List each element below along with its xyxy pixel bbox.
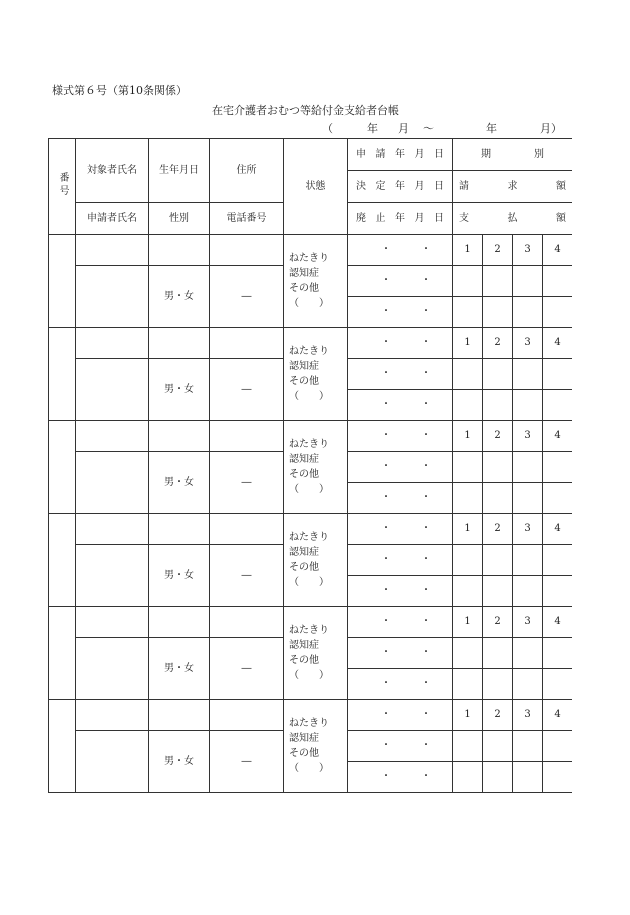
header-char: 月 — [414, 180, 425, 192]
status-other: その他 — [289, 748, 319, 759]
date-separator: ・ — [421, 554, 431, 565]
status-other-detail: （ ） — [289, 670, 329, 681]
claim-amount-3-cell[interactable] — [513, 266, 543, 297]
date-separator: ・ — [381, 492, 391, 503]
claim-amount-1-cell[interactable] — [453, 731, 483, 762]
address-cell[interactable] — [210, 607, 284, 638]
header-char: 別 — [534, 148, 544, 160]
abolish-date-cell[interactable] — [348, 762, 453, 793]
status-dementia: 認知症 — [289, 361, 319, 372]
date-separator: ・ — [421, 275, 431, 286]
payment-amount-3-cell[interactable] — [513, 762, 543, 793]
date-separator: ・ — [381, 368, 391, 379]
status-other-detail: （ ） — [289, 763, 329, 774]
abolish-date-cell[interactable] — [348, 576, 453, 607]
term-2-cell: 2 — [483, 700, 513, 731]
gender-cell[interactable]: 男・女 — [149, 638, 210, 700]
header-char: 請 — [375, 148, 386, 160]
date-separator: ・ — [421, 616, 431, 627]
status-other-detail: （ ） — [289, 577, 329, 588]
phone-cell[interactable]: ― — [210, 545, 284, 607]
phone-cell[interactable]: ― — [210, 266, 284, 328]
payment-amount-4-cell[interactable] — [543, 669, 573, 700]
header-char: 申 — [356, 148, 366, 160]
gender-cell[interactable]: 男・女 — [149, 266, 210, 328]
date-separator: ・ — [421, 399, 431, 410]
date-separator: ・ — [381, 616, 391, 627]
status-other-detail: （ ） — [289, 298, 329, 309]
record-number-cell[interactable] — [49, 328, 76, 421]
gender-cell[interactable]: 男・女 — [149, 545, 210, 607]
period-open: （ — [322, 122, 333, 135]
claim-amount-4-cell[interactable] — [543, 266, 573, 297]
decide-date-cell[interactable] — [348, 359, 453, 390]
address-cell[interactable] — [210, 235, 284, 266]
date-separator: ・ — [421, 368, 431, 379]
status-cell[interactable] — [284, 607, 348, 700]
payment-amount-4-cell[interactable] — [543, 297, 573, 328]
claim-amount-2-cell[interactable] — [483, 359, 513, 390]
target-name-cell[interactable] — [76, 328, 149, 359]
term-1-cell: 1 — [453, 700, 483, 731]
payment-amount-2-cell[interactable] — [483, 390, 513, 421]
term-3-cell: 3 — [513, 235, 543, 266]
claim-amount-3-cell[interactable] — [513, 452, 543, 483]
term-4-cell: 4 — [543, 607, 573, 638]
payment-amount-1-cell[interactable] — [453, 483, 483, 514]
header-char: 日 — [434, 180, 444, 192]
payment-amount-1-cell[interactable] — [453, 669, 483, 700]
header-abolish-date — [348, 203, 453, 235]
header-char: 支 — [459, 212, 469, 224]
status-other: その他 — [289, 562, 319, 573]
header-payment-amount — [453, 203, 573, 235]
abolish-date-cell[interactable] — [348, 390, 453, 421]
abolish-date-cell[interactable] — [348, 483, 453, 514]
payment-amount-2-cell[interactable] — [483, 576, 513, 607]
claim-amount-4-cell[interactable] — [543, 359, 573, 390]
header-char: 請 — [459, 180, 469, 192]
date-separator: ・ — [381, 771, 391, 782]
gender-cell[interactable]: 男・女 — [149, 731, 210, 793]
header-char: 決 — [356, 180, 366, 192]
claim-amount-1-cell[interactable] — [453, 545, 483, 576]
status-cell[interactable] — [284, 328, 348, 421]
header-term — [453, 139, 573, 171]
birth-date-cell[interactable] — [149, 235, 210, 266]
date-separator: ・ — [381, 740, 391, 751]
record-row — [49, 700, 573, 731]
term-4-cell: 4 — [543, 328, 573, 359]
target-name-cell[interactable] — [76, 700, 149, 731]
gender-cell[interactable]: 男・女 — [149, 452, 210, 514]
header-claim-amount — [453, 171, 573, 203]
claim-amount-1-cell[interactable] — [453, 638, 483, 669]
header-char: 年 — [395, 212, 405, 224]
claim-amount-2-cell[interactable] — [483, 545, 513, 576]
claim-amount-1-cell[interactable] — [453, 266, 483, 297]
address-cell[interactable] — [210, 514, 284, 545]
applicant-name-cell[interactable] — [76, 452, 149, 514]
record-number-cell[interactable] — [49, 514, 76, 607]
status-dementia: 認知症 — [289, 547, 319, 558]
address-cell[interactable] — [210, 700, 284, 731]
term-3-cell: 3 — [513, 514, 543, 545]
claim-amount-3-cell[interactable] — [513, 638, 543, 669]
applicant-name-cell[interactable] — [76, 266, 149, 328]
period-year-end: 年 — [486, 122, 497, 135]
decide-date-cell[interactable] — [348, 545, 453, 576]
payment-amount-1-cell[interactable] — [453, 576, 483, 607]
apply-date-cell[interactable] — [348, 328, 453, 359]
header-number: 番号 — [49, 139, 76, 235]
term-3-cell: 3 — [513, 607, 543, 638]
date-separator: ・ — [421, 337, 431, 348]
status-bedridden: ねたきり — [289, 625, 329, 636]
period-year-start: 年 — [367, 122, 378, 135]
claim-amount-1-cell[interactable] — [453, 452, 483, 483]
date-separator: ・ — [381, 647, 391, 658]
apply-date-cell[interactable] — [348, 514, 453, 545]
term-2-cell: 2 — [483, 607, 513, 638]
record-number-cell[interactable] — [49, 607, 76, 700]
birth-date-cell[interactable] — [149, 514, 210, 545]
claim-amount-2-cell[interactable] — [483, 266, 513, 297]
header-char: 払 — [507, 212, 518, 224]
period-month-start: 月 — [398, 122, 409, 135]
payment-amount-2-cell[interactable] — [483, 669, 513, 700]
period-month-end: 月） — [540, 122, 562, 135]
status-cell[interactable] — [284, 514, 348, 607]
status-dementia: 認知症 — [289, 454, 319, 465]
status-bedridden: ねたきり — [289, 439, 329, 450]
payment-amount-4-cell[interactable] — [543, 576, 573, 607]
header-char: 月 — [414, 148, 425, 160]
status-other: その他 — [289, 469, 319, 480]
payment-amount-4-cell[interactable] — [543, 483, 573, 514]
date-separator: ・ — [381, 678, 391, 689]
status-other: その他 — [289, 283, 319, 294]
abolish-date-cell[interactable] — [348, 297, 453, 328]
applicant-name-cell[interactable] — [76, 731, 149, 793]
claim-amount-4-cell[interactable] — [543, 545, 573, 576]
term-4-cell: 4 — [543, 514, 573, 545]
ledger-body — [49, 139, 573, 793]
ledger-table — [48, 138, 572, 793]
date-separator: ・ — [381, 306, 391, 317]
status-cell[interactable] — [284, 235, 348, 328]
date-separator: ・ — [381, 554, 391, 565]
date-separator: ・ — [421, 740, 431, 751]
header-apply-date — [348, 139, 453, 171]
abolish-date-cell[interactable] — [348, 669, 453, 700]
address-cell[interactable] — [210, 421, 284, 452]
birth-date-cell[interactable] — [149, 607, 210, 638]
page-title: 在宅介護者おむつ等給付金支給者台帳 — [212, 104, 399, 117]
apply-date-cell[interactable] — [348, 421, 453, 452]
record-row — [49, 328, 573, 359]
target-name-cell[interactable] — [76, 607, 149, 638]
claim-amount-4-cell[interactable] — [543, 638, 573, 669]
applicant-name-cell[interactable] — [76, 545, 149, 607]
status-other: その他 — [289, 655, 319, 666]
status-dementia: 認知症 — [289, 733, 319, 744]
record-row — [49, 514, 573, 545]
payment-amount-1-cell[interactable] — [453, 390, 483, 421]
date-separator: ・ — [421, 585, 431, 596]
apply-date-cell[interactable] — [348, 700, 453, 731]
phone-cell[interactable]: ― — [210, 359, 284, 421]
record-number-cell[interactable] — [49, 700, 76, 793]
birth-date-cell[interactable] — [149, 328, 210, 359]
record-row — [49, 607, 573, 638]
payment-amount-2-cell[interactable] — [483, 483, 513, 514]
header-char: 年 — [395, 148, 405, 160]
date-separator: ・ — [421, 523, 431, 534]
header-status: 状態 — [284, 139, 348, 235]
status-dementia: 認知症 — [289, 268, 319, 279]
date-separator: ・ — [421, 306, 431, 317]
term-4-cell: 4 — [543, 700, 573, 731]
header-char: 止 — [375, 212, 386, 224]
target-name-cell[interactable] — [76, 514, 149, 545]
date-separator: ・ — [421, 430, 431, 441]
term-1-cell: 1 — [453, 421, 483, 452]
decide-date-cell[interactable] — [348, 638, 453, 669]
term-1-cell: 1 — [453, 328, 483, 359]
claim-amount-3-cell[interactable] — [513, 545, 543, 576]
claim-amount-2-cell[interactable] — [483, 452, 513, 483]
record-number-cell[interactable] — [49, 235, 76, 328]
term-4-cell: 4 — [543, 421, 573, 452]
date-separator: ・ — [381, 430, 391, 441]
date-separator: ・ — [381, 585, 391, 596]
decide-date-cell[interactable] — [348, 266, 453, 297]
payment-amount-3-cell[interactable] — [513, 669, 543, 700]
record-row — [49, 421, 573, 452]
header-char: 日 — [434, 148, 444, 160]
claim-amount-4-cell[interactable] — [543, 731, 573, 762]
form-number: 様式第６号（第10条関係） — [52, 84, 187, 97]
date-separator: ・ — [381, 244, 391, 255]
apply-date-cell[interactable] — [348, 235, 453, 266]
date-separator: ・ — [421, 244, 431, 255]
payment-amount-3-cell[interactable] — [513, 576, 543, 607]
phone-cell[interactable]: ― — [210, 731, 284, 793]
date-separator: ・ — [421, 678, 431, 689]
header-row-1 — [49, 139, 573, 171]
claim-amount-2-cell[interactable] — [483, 731, 513, 762]
header-char: 廃 — [356, 212, 366, 224]
term-2-cell: 2 — [483, 421, 513, 452]
header-char: 額 — [556, 180, 566, 192]
date-separator: ・ — [381, 275, 391, 286]
header-char: 期 — [481, 148, 491, 160]
payment-amount-4-cell[interactable] — [543, 390, 573, 421]
gender-cell[interactable]: 男・女 — [149, 359, 210, 421]
payment-amount-3-cell[interactable] — [513, 483, 543, 514]
date-separator: ・ — [421, 709, 431, 720]
status-bedridden: ねたきり — [289, 718, 329, 729]
record-number-cell[interactable] — [49, 421, 76, 514]
status-bedridden: ねたきり — [289, 253, 329, 264]
term-3-cell: 3 — [513, 328, 543, 359]
payment-amount-2-cell[interactable] — [483, 297, 513, 328]
address-cell[interactable] — [210, 328, 284, 359]
date-separator: ・ — [421, 461, 431, 472]
phone-cell[interactable]: ― — [210, 638, 284, 700]
claim-amount-3-cell[interactable] — [513, 731, 543, 762]
claim-amount-3-cell[interactable] — [513, 359, 543, 390]
term-1-cell: 1 — [453, 235, 483, 266]
header-address: 住所 — [210, 139, 284, 203]
header-char: 定 — [375, 180, 386, 192]
date-separator: ・ — [381, 337, 391, 348]
header-char: 年 — [395, 180, 405, 192]
date-separator: ・ — [381, 523, 391, 534]
applicant-name-cell[interactable] — [76, 359, 149, 421]
payment-amount-3-cell[interactable] — [513, 297, 543, 328]
header-target-name: 対象者氏名 — [76, 139, 149, 203]
term-4-cell: 4 — [543, 235, 573, 266]
birth-date-cell[interactable] — [149, 421, 210, 452]
apply-date-cell[interactable] — [348, 607, 453, 638]
decide-date-cell[interactable] — [348, 452, 453, 483]
header-char: 額 — [556, 212, 566, 224]
payment-amount-1-cell[interactable] — [453, 762, 483, 793]
header-decide-date — [348, 171, 453, 203]
term-1-cell: 1 — [453, 514, 483, 545]
header-char: 月 — [414, 212, 425, 224]
date-separator: ・ — [421, 492, 431, 503]
header-gender: 性別 — [149, 203, 210, 235]
header-birth-date: 生年月日 — [149, 139, 210, 203]
date-separator: ・ — [421, 647, 431, 658]
status-bedridden: ねたきり — [289, 346, 329, 357]
term-3-cell: 3 — [513, 421, 543, 452]
phone-cell[interactable]: ― — [210, 452, 284, 514]
status-bedridden: ねたきり — [289, 532, 329, 543]
date-separator: ・ — [381, 399, 391, 410]
status-cell[interactable] — [284, 700, 348, 793]
claim-amount-2-cell[interactable] — [483, 638, 513, 669]
payment-amount-4-cell[interactable] — [543, 762, 573, 793]
term-3-cell: 3 — [513, 700, 543, 731]
header-applicant-name: 申請者氏名 — [76, 203, 149, 235]
date-separator: ・ — [421, 771, 431, 782]
date-separator: ・ — [381, 461, 391, 472]
status-other-detail: （ ） — [289, 391, 329, 402]
term-2-cell: 2 — [483, 328, 513, 359]
payment-amount-2-cell[interactable] — [483, 762, 513, 793]
target-name-cell[interactable] — [76, 235, 149, 266]
decide-date-cell[interactable] — [348, 731, 453, 762]
period-tilde: ～ — [423, 122, 434, 135]
term-2-cell: 2 — [483, 514, 513, 545]
status-dementia: 認知症 — [289, 640, 319, 651]
status-other-detail: （ ） — [289, 484, 329, 495]
record-row — [49, 235, 573, 266]
applicant-name-cell[interactable] — [76, 638, 149, 700]
term-1-cell: 1 — [453, 607, 483, 638]
header-char: 求 — [507, 180, 518, 192]
claim-amount-1-cell[interactable] — [453, 359, 483, 390]
ledger-frame — [48, 138, 572, 818]
target-name-cell[interactable] — [76, 421, 149, 452]
status-cell[interactable] — [284, 421, 348, 514]
date-separator: ・ — [381, 709, 391, 720]
term-2-cell: 2 — [483, 235, 513, 266]
header-char: 日 — [434, 212, 444, 224]
birth-date-cell[interactable] — [149, 700, 210, 731]
claim-amount-4-cell[interactable] — [543, 452, 573, 483]
status-other: その他 — [289, 376, 319, 387]
payment-amount-1-cell[interactable] — [453, 297, 483, 328]
header-phone: 電話番号 — [210, 203, 284, 235]
payment-amount-3-cell[interactable] — [513, 390, 543, 421]
